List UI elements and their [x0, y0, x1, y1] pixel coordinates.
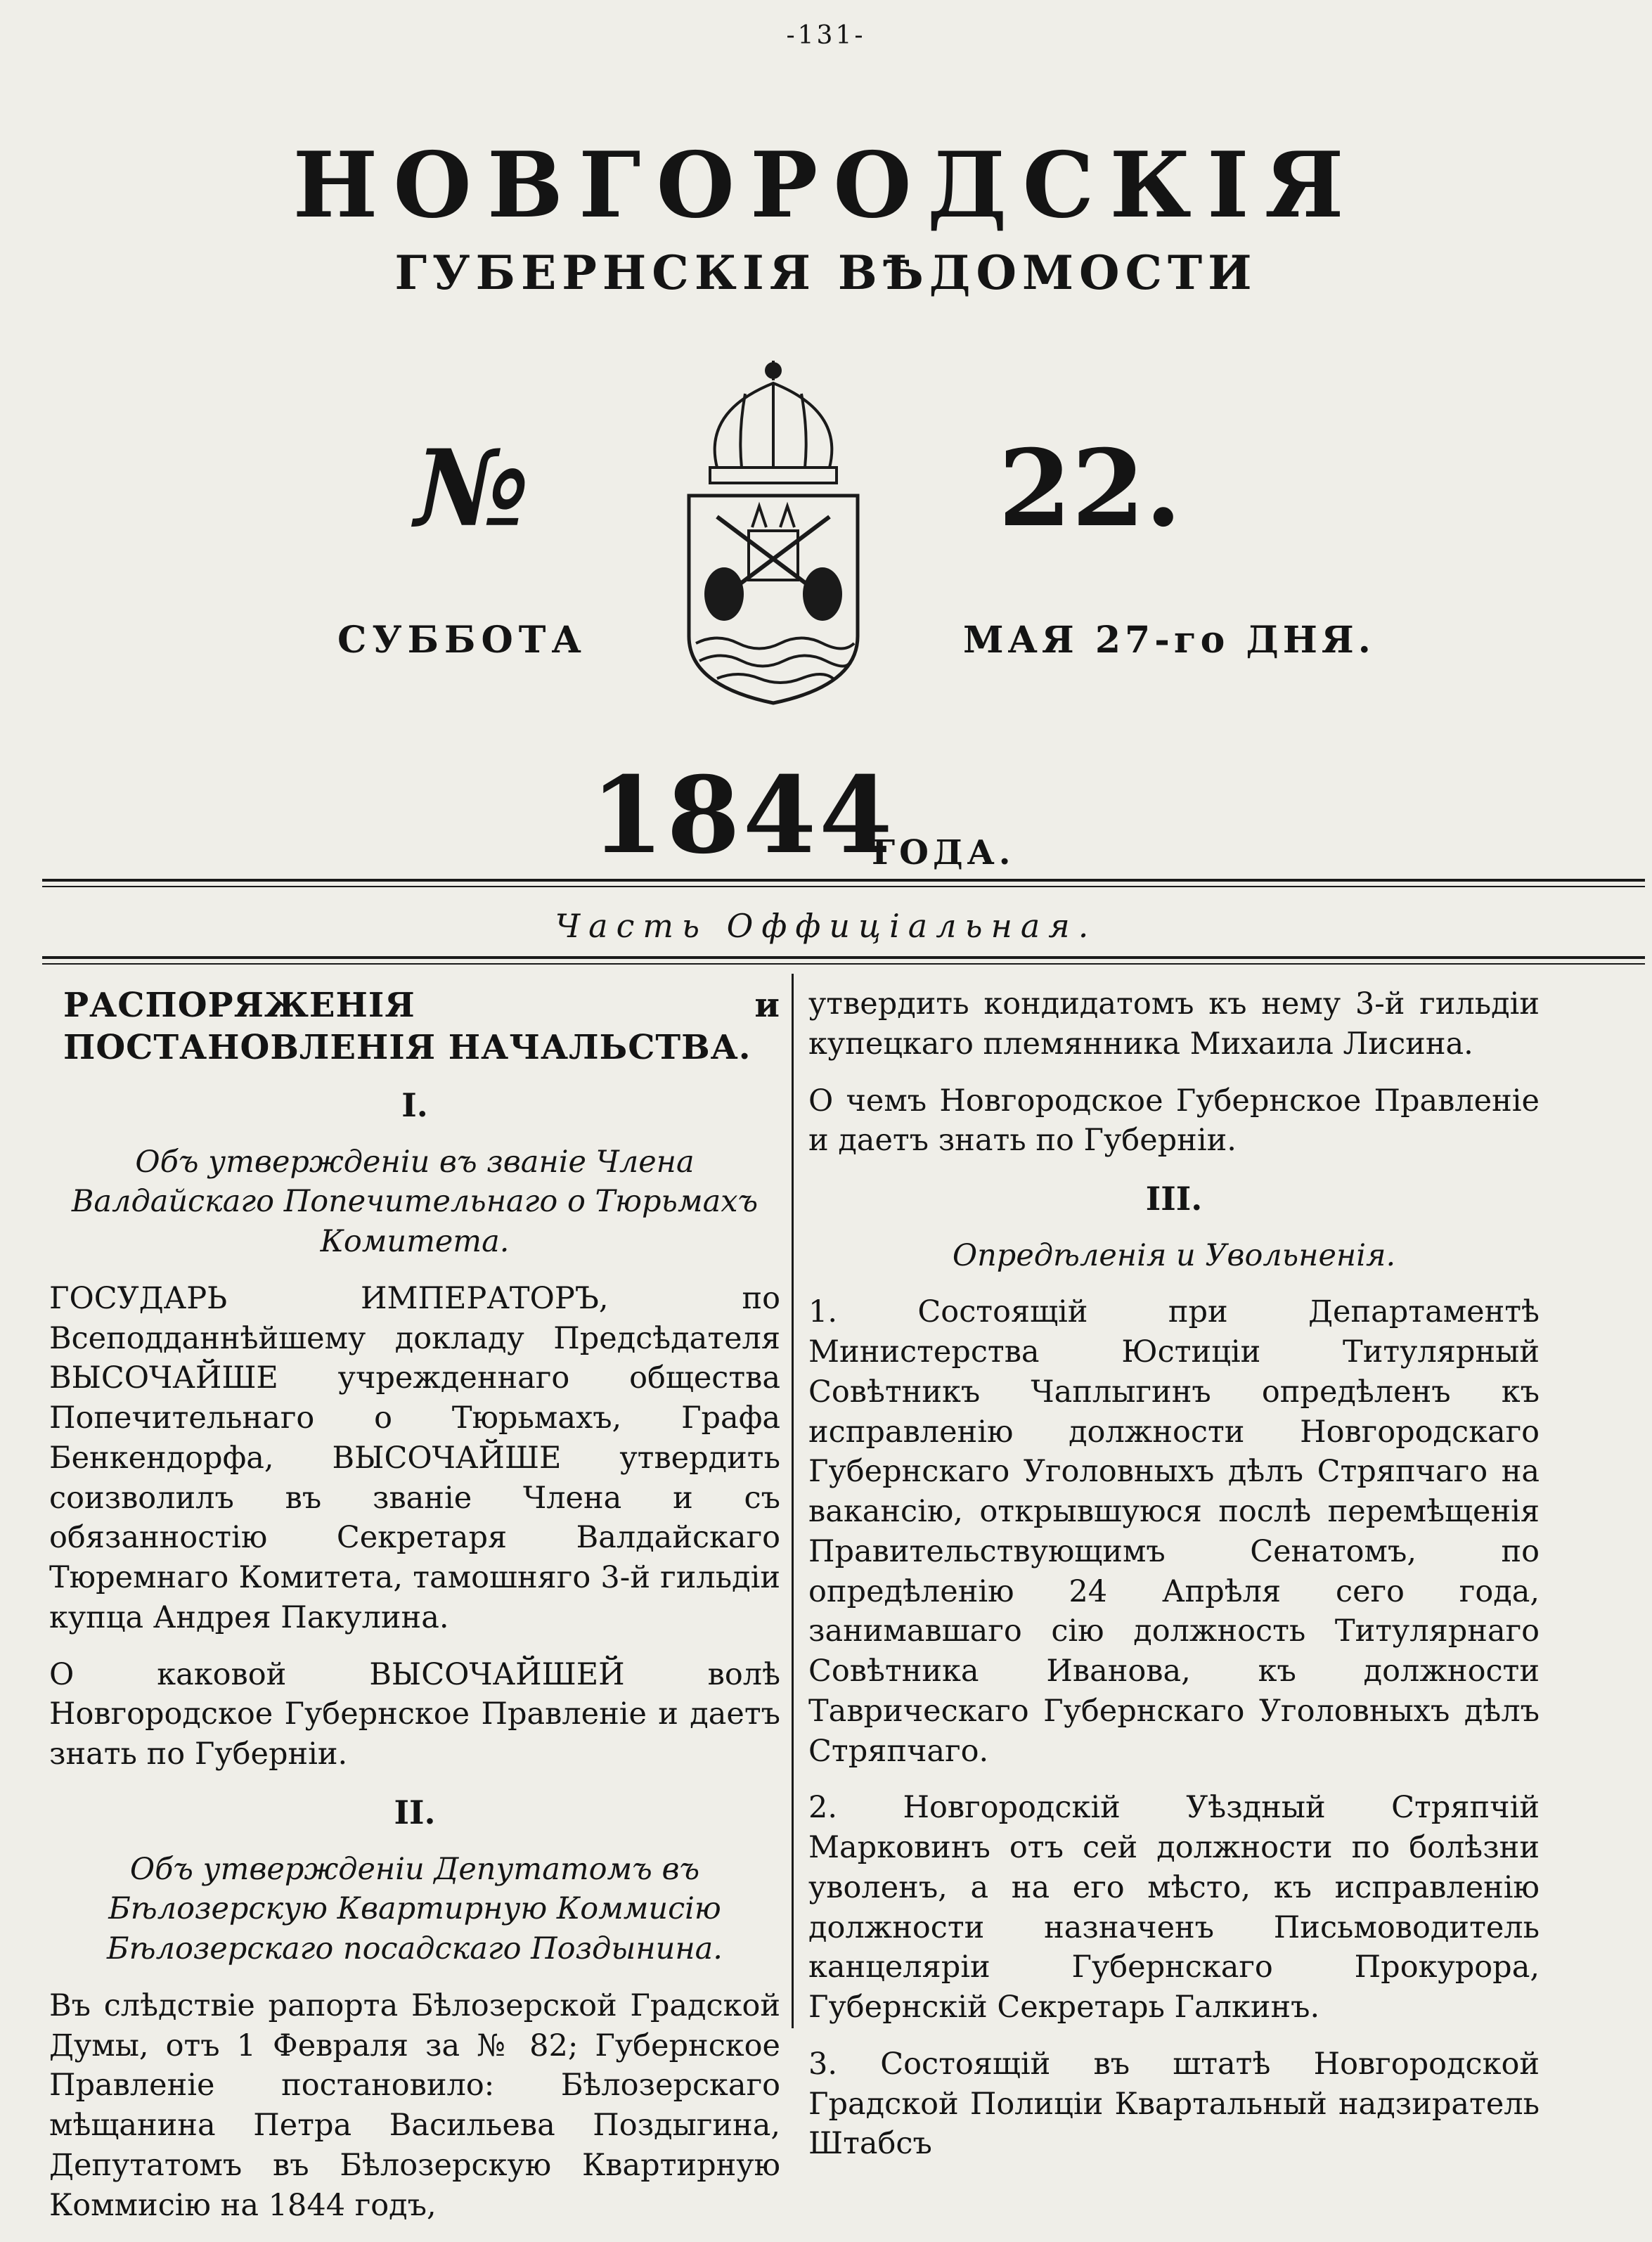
masthead-divider — [42, 879, 1645, 887]
part-title: Часть Оффиціальная. — [555, 907, 1097, 945]
page-number: -131- — [786, 21, 866, 50]
section-heading: РАСПОРЯЖЕНІЯ и ПОСТАНОВЛЕНІЯ НАЧАЛЬСТВА. — [63, 986, 780, 1067]
paragraph: 1. Состоящій при Департаментѣ Министерства Юстиціи Титулярный Совѣтникъ Чаплыгинъ опредѣленъ къ исправленію должности Новгородскаго Губернскаго Уголовныхъ дѣлъ Стряпчаго на вакансію, открывшуюся послѣ перемѣщенія Правительствующимъ Сенатомъ, по опредѣленію 24 Апрѣля сего года, занимавшаго сію должность Титулярнаго Совѣтника Иванова, къ должности Таврическаго Губернскаго Уголовныхъ дѣлъ Стряпчаго. — [808, 1294, 1540, 1769]
paragraph: 3. Состоящій въ штатѣ Новгородской Градской Полиціи Квартальный надзиратель Штабсъ — [808, 2046, 1540, 2162]
section-title: Объ утвержденіи въ званіе Члена Валдайскаго Попечительнаго о Тюрьмахъ Комитета. — [71, 1144, 759, 1260]
year-word: ГОДА. — [872, 833, 1015, 872]
coat-of-arms-icon — [675, 355, 872, 707]
issue-number: 22. — [998, 427, 1182, 550]
masthead-subtitle: ГУБЕРНСКІЯ ВѢДОМОСТИ — [394, 245, 1258, 300]
section-title: Опредѣленія и Увольненія. — [952, 1237, 1396, 1273]
section-divider — [42, 956, 1645, 965]
paragraph: О каковой ВЫСОЧАЙШЕЙ волѣ Новгородское Губернское Правленіе и даетъ знать по Губерніи. — [49, 1656, 780, 1772]
paragraph: Въ слѣдствіе рапорта Бѣлозерской Градской Думы, отъ 1 Февраля за № 82; Губернское Правленіе постановило: Бѣлозерскаго мѣщанина Петра Васильева Поздыгина, Депутатомъ въ Бѣлозерскую Квартирную Коммисію на 1844 годъ, — [49, 1987, 780, 2223]
section-number: II. — [394, 1793, 436, 1831]
column-divider — [792, 974, 794, 2028]
number-sign: № — [415, 427, 530, 550]
paragraph: О чемъ Новгородское Губернское Правленіе и даетъ знать по Губерніи. — [808, 1083, 1540, 1159]
masthead-title: НОВГОРОДСКІЯ — [292, 133, 1360, 238]
paragraph: 2. Новгородскій Уѣздный Стряпчій Марковинъ отъ сей должности по болѣзни уволенъ, а на его мѣсто, къ исправленію должности назначенъ Письмоводитель канцеляріи Губернскаго Прокурора, Губернскій Секретарь Галкинъ. — [808, 1790, 1540, 2025]
right-column — [808, 984, 1540, 2181]
issue-date: МАЯ 27-го ДНЯ. — [963, 619, 1375, 662]
section-title: Объ утвержденіи Депутатомъ въ Бѣлозерскую Квартирную Коммисію Бѣлозерскаго посадскаго Поздынина. — [107, 1851, 723, 1967]
left-column — [49, 984, 780, 2242]
section-number: I. — [401, 1086, 428, 1124]
paragraph: утвердить кондидатомъ къ нему 3-й гильдіи купецкаго племянника Михаила Лисина. — [808, 986, 1540, 1062]
section-number: III. — [1145, 1180, 1203, 1218]
issue-year: 1844 — [591, 754, 896, 877]
paragraph: ГОСУДАРЬ ИМПЕРАТОРЪ, по Всеподданнѣйшему докладу Предсѣдателя ВЫСОЧАЙШЕ учрежденнаго общества Попечительнаго о Тюрьмахъ, Графа Бенкендорфа, ВЫСОЧАЙШЕ утвердить соизволилъ въ званіе Члена и съ обязанностію Секретаря Валдайскаго Тюремнаго Комитета, тамошняго 3-й гильдіи купца Андрея Пакулина. — [49, 1280, 780, 1635]
weekday: СУББОТА — [337, 619, 587, 662]
